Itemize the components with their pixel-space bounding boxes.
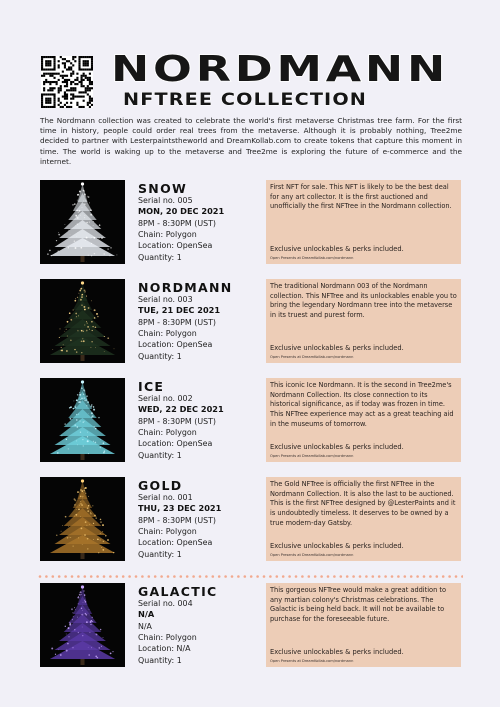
nftree-chain: Chain: Polygon [138,428,197,438]
christmas-tree-icon [40,279,125,363]
nftree-image-nordmann[interactable] [40,279,125,363]
nftree-image-galactic[interactable] [40,583,125,667]
nftree-open-presents-link[interactable]: Open Presents at DreamKollab.com/nordmann [270,553,354,557]
nftree-exclusive-note: Exclusive unlockables & perks included. [270,648,404,656]
nftree-time: 8PM - 8:30PM (UST) [138,317,217,327]
nftree-date: N/A [138,609,155,620]
nftree-image-ice[interactable] [40,378,125,462]
nftree-quantity: Quantity: 1 [138,252,182,262]
nftree-serial: Serial no. 004 [138,599,193,608]
nftree-description-panel [266,477,461,561]
nftree-name: SNOW [138,181,188,196]
nftree-time: 8PM - 8:30PM (UST) [138,218,217,228]
christmas-tree-icon [40,378,125,462]
nftree-location: Location: OpenSea [138,538,213,548]
nftree-exclusive-note: Exclusive unlockables & perks included. [270,245,404,253]
nftree-open-presents-link[interactable]: Open Presents at DreamKollab.com/nordmann [270,659,354,663]
nftree-exclusive-note: Exclusive unlockables & perks included. [270,542,404,550]
section-divider [38,575,463,578]
christmas-tree-icon [40,583,125,667]
page-title-text: NORDMANN [111,49,449,88]
christmas-tree-icon [40,180,125,264]
page-subtitle-text: NFTREE COLLECTION [123,90,367,110]
christmas-tree-icon [40,477,125,561]
page-title [108,48,453,88]
nftree-chain: Chain: Polygon [138,230,197,240]
nftree-image-snow[interactable] [40,180,125,264]
nftree-item-galactic[interactable] [40,583,460,667]
nftree-chain: Chain: Polygon [138,527,197,537]
page-subtitle [121,88,369,110]
nftree-quantity: Quantity: 1 [138,450,182,460]
nftree-description: This iconic Ice Nordmann. It is the second in Tree2me's Nordmann Collection. Its close connection to its historical significance, as if today was frozen in time. This NFTree experience may act as a great teaching aid in the museums of tomorrow. [270,381,454,428]
nftree-serial: Serial no. 005 [138,196,193,205]
qr-code-icon [41,56,93,108]
nftree-exclusive-note: Exclusive unlockables & perks included. [270,344,404,352]
nftree-date: THU, 23 DEC 2021 [138,503,222,514]
nftree-chain: Chain: Polygon [138,329,197,339]
intro-paragraph: The Nordmann collection was created to celebrate the world's first metaverse Christmas tree farm. For the first time in history, people could order real trees from the metaverse. Although it is probably nothing, Tree2me decided to partner with Lesterpaintstheworld and DreamKollab.com to create tokens that capture this moment in time. The world is waking up to the metaverse and Tree2me is exploring the future of e-commerce and the internet. [40,116,462,166]
nftree-exclusive-note: Exclusive unlockables & perks included. [270,443,404,451]
nftree-date: MON, 20 DEC 2021 [138,206,225,217]
nftree-name: ICE [138,379,165,394]
nftree-name: GOLD [138,478,183,493]
nftree-description-panel [266,583,461,667]
nftree-location: Location: OpenSea [138,340,213,350]
nftree-image-gold[interactable] [40,477,125,561]
nftree-time: N/A [138,621,152,631]
nftree-item-gold[interactable] [40,477,460,561]
nftree-open-presents-link[interactable]: Open Presents at DreamKollab.com/nordmann [270,454,354,458]
nftree-serial: Serial no. 001 [138,493,193,502]
nftree-location: Location: OpenSea [138,241,213,251]
nftree-name: NORDMANN [138,280,233,295]
nftree-description: This gorgeous NFTree would make a great addition to any martian colony's Christmas celebrations. The Galactic is being held back. It will not be available to purchase for the foreseeable future. [270,586,446,624]
nftree-quantity: Quantity: 1 [138,549,182,559]
nftree-description: The traditional Nordmann 003 of the Nordmann collection. This NFTree and its unlockables enable you to bring the legendary Nordmann tree into the metaverse in its truest and purest form. [270,282,457,320]
nftree-name: GALACTIC [138,584,218,599]
nftree-item-nordmann[interactable] [40,279,460,363]
nftree-time: 8PM - 8:30PM (UST) [138,416,217,426]
nftree-item-ice[interactable] [40,378,460,462]
nftree-description-panel [266,279,461,363]
nftree-time: 8PM - 8:30PM (UST) [138,515,217,525]
nftree-date: TUE, 21 DEC 2021 [138,305,221,316]
nftree-quantity: Quantity: 1 [138,655,182,665]
qr-code[interactable] [41,56,93,108]
nftree-open-presents-link[interactable]: Open Presents at DreamKollab.com/nordmann [270,355,354,359]
nftree-item-snow[interactable] [40,180,460,264]
nftree-description-panel [266,378,461,462]
nftree-description: The Gold NFTree is officially the first NFTree in the Nordmann Collection. It is also the last to be auctioned. This is the first NFTree designed by @LesterPaints and it is undoubtedly timeless. It deserves to be owned by a true modern-day Gatsby. [270,480,456,527]
nftree-description-panel [266,180,461,264]
nftree-location: Location: N/A [138,644,191,654]
nftree-chain: Chain: Polygon [138,633,197,643]
nftree-serial: Serial no. 003 [138,295,193,304]
nftree-date: WED, 22 DEC 2021 [138,404,224,415]
nftree-location: Location: OpenSea [138,439,213,449]
nftree-open-presents-link[interactable]: Open Presents at DreamKollab.com/nordmann [270,256,354,260]
nftree-serial: Serial no. 002 [138,394,193,403]
nftree-quantity: Quantity: 1 [138,351,182,361]
nftree-description: First NFT for sale. This NFT is likely to be the best deal for any art collector. It is the first auctioned and unofficially the first NFTree in the Nordmann collection. [270,183,452,211]
